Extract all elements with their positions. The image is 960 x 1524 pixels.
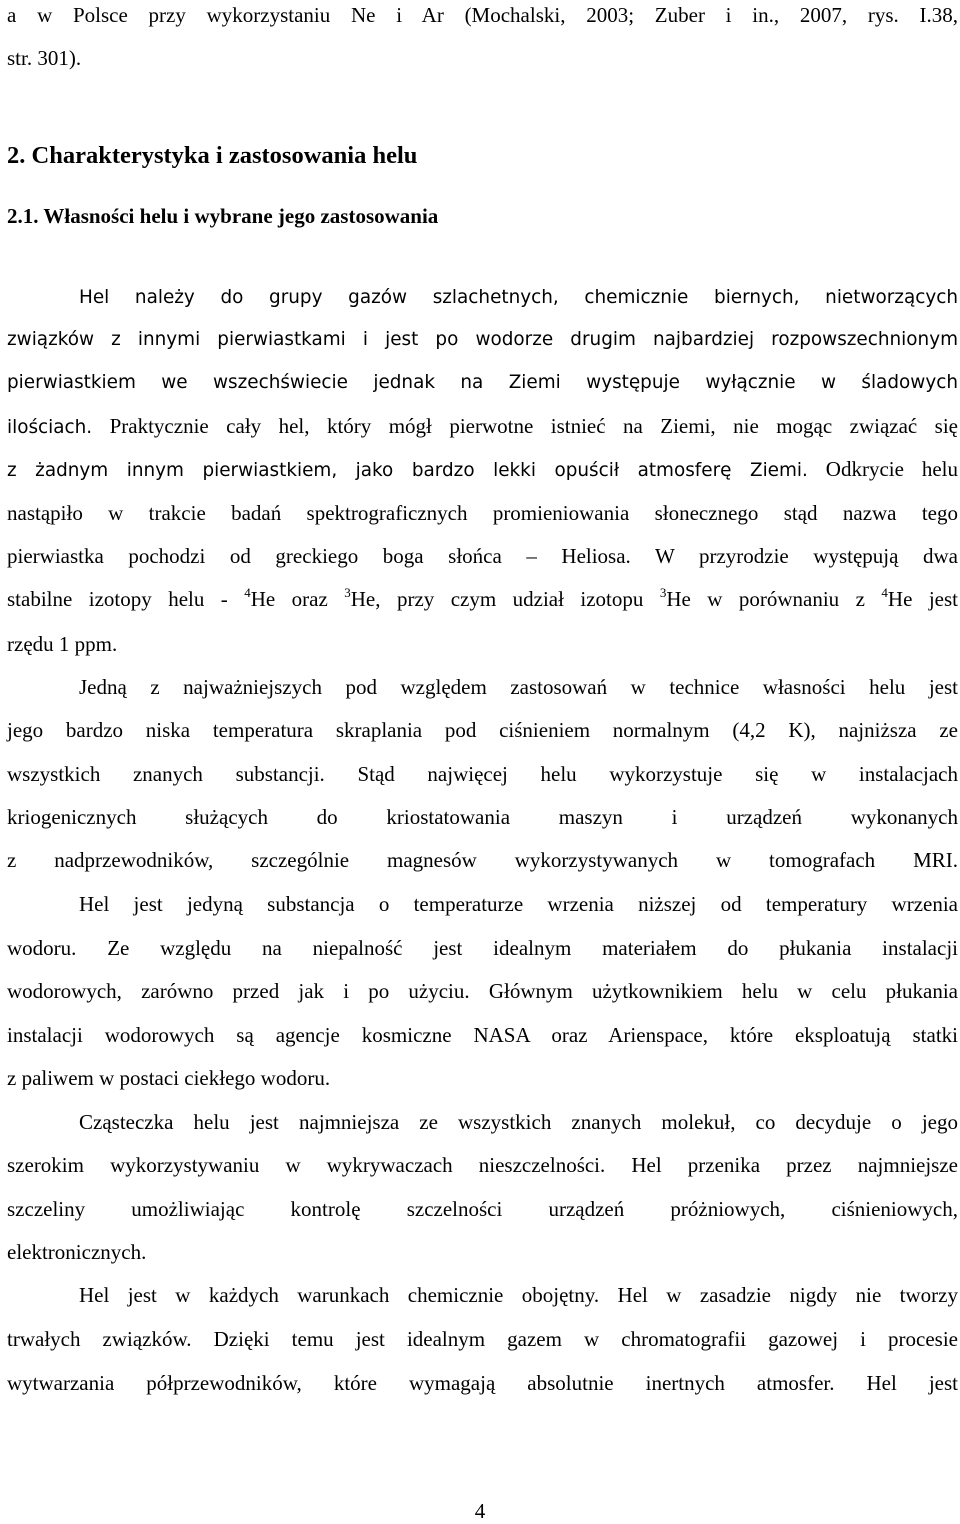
document-page	[7, 0, 958, 1521]
paragraph-line: pierwiastkiem we wszechświecie jednak na Ziemi występuje wyłącznie w śladowych	[7, 372, 958, 393]
paragraph-line: rzędu 1 ppm.	[7, 632, 118, 656]
paragraph-line: wytwarzania półprzewodników, które wymagają absolutnie inertnych atmosfer. Hel jest	[7, 1371, 958, 1395]
paragraph-text: stabilne izotopy helu -	[7, 587, 245, 611]
isotope-superscript: 4	[881, 585, 888, 600]
paragraph-line: związków z innymi pierwiastkami i jest po wodorze drugim najbardziej rozpowszechnionym	[7, 329, 958, 350]
paragraph-line: Jedną z najważniejszych pod względem zastosowań w technice własności helu jest	[79, 675, 958, 699]
isotope-superscript: 4	[244, 585, 251, 600]
paragraph-line: Hel jest w każdych warunkach chemicznie obojętny. Hel w zasadzie nigdy nie tworzy	[79, 1283, 958, 1307]
intro-line: a w Polsce przy wykorzystaniu Ne i Ar (Mochalski, 2003; Zuber i in., 2007, rys. I.38,	[7, 3, 958, 27]
isotope-superscript: 3	[659, 585, 667, 600]
paragraph-text: ilościach.	[7, 417, 93, 438]
paragraph-line: Cząsteczka helu jest najmniejsza ze wszystkich znanych molekuł, co decyduje o jego	[79, 1110, 958, 1134]
page-number: 4	[474, 1499, 486, 1523]
subsection-heading: 2.1. Własności helu i wybrane jego zastosowania	[7, 204, 439, 228]
paragraph-line: szerokim wykorzystywaniu w wykrywaczach nieszczelności. Hel przenika przez najmniejsze	[7, 1153, 958, 1177]
paragraph-line: wodorowych, zarówno przed jak i po użyciu. Głównym użytkownikiem helu w celu płukania	[7, 979, 958, 1003]
paragraph-line: kriogenicznych służących do kriostatowania maszyn i urządzeń wykonanych	[7, 805, 958, 829]
paragraph-line: trwałych związków. Dzięki temu jest idealnym gazem w chromatografii gazowej i procesie	[7, 1327, 958, 1351]
paragraph-line: wszystkich znanych substancji. Stąd najwięcej helu wykorzystuje się w instalacjach	[7, 762, 958, 786]
isotope-superscript: 3	[344, 585, 351, 600]
paragraph-line: Hel jest jedyną substancja o temperaturze wrzenia niższej od temperatury wrzenia	[79, 892, 958, 916]
paragraph-text: He jest	[887, 587, 958, 611]
paragraph-text: Odkrycie helu	[825, 457, 959, 481]
paragraph-text: He, przy czym udział izotopu	[350, 587, 660, 611]
paragraph-line: elektronicznych.	[7, 1240, 147, 1264]
paragraph-line: nastąpiło w trakcie badań spektrograficznych promieniowania słonecznego stąd nazwa tego	[7, 501, 958, 525]
paragraph-line: z paliwem w postaci ciekłego wodoru.	[7, 1066, 331, 1090]
paragraph-line	[7, 456, 958, 484]
isotope-line	[7, 586, 958, 612]
section-heading: 2. Charakterystyka i zastosowania helu	[7, 142, 418, 169]
paragraph-line: z nadprzewodników, szczególnie magnesów wykorzystywanych w tomografach MRI.	[7, 848, 958, 872]
paragraph-line: pierwiastka pochodzi od greckiego boga słońca – Heliosa. W przyrodzie występują dwa	[7, 544, 958, 568]
intro-line: str. 301).	[7, 46, 82, 70]
paragraph-text: Praktycznie cały hel, który mógł pierwotne istnieć na Ziemi, nie mogąc związać się	[109, 414, 959, 438]
paragraph-line: Hel należy do grupy gazów szlachetnych, chemicznie biernych, nietworzących	[79, 287, 958, 308]
paragraph-text: z żadnym innym pierwiastkiem, jako bardzo lekki opuścił atmosferę Ziemi.	[7, 460, 808, 481]
paragraph-line	[7, 413, 958, 441]
paragraph-line: wodoru. Ze względu na niepalność jest idealnym materiałem do płukania instalacji	[7, 936, 958, 960]
paragraph-line: szczeliny umożliwiając kontrolę szczelności urządzeń próżniowych, ciśnieniowych,	[7, 1197, 958, 1221]
paragraph-line: jego bardzo niska temperatura skraplania pod ciśnieniem normalnym (4,2 K), najniższa ze	[7, 718, 958, 742]
paragraph-text: He oraz	[250, 587, 345, 611]
paragraph-line: instalacji wodorowych są agencje kosmiczne NASA oraz Arienspace, które eksploatują statki	[7, 1023, 958, 1047]
paragraph-text: He w porównaniu z	[666, 587, 882, 611]
